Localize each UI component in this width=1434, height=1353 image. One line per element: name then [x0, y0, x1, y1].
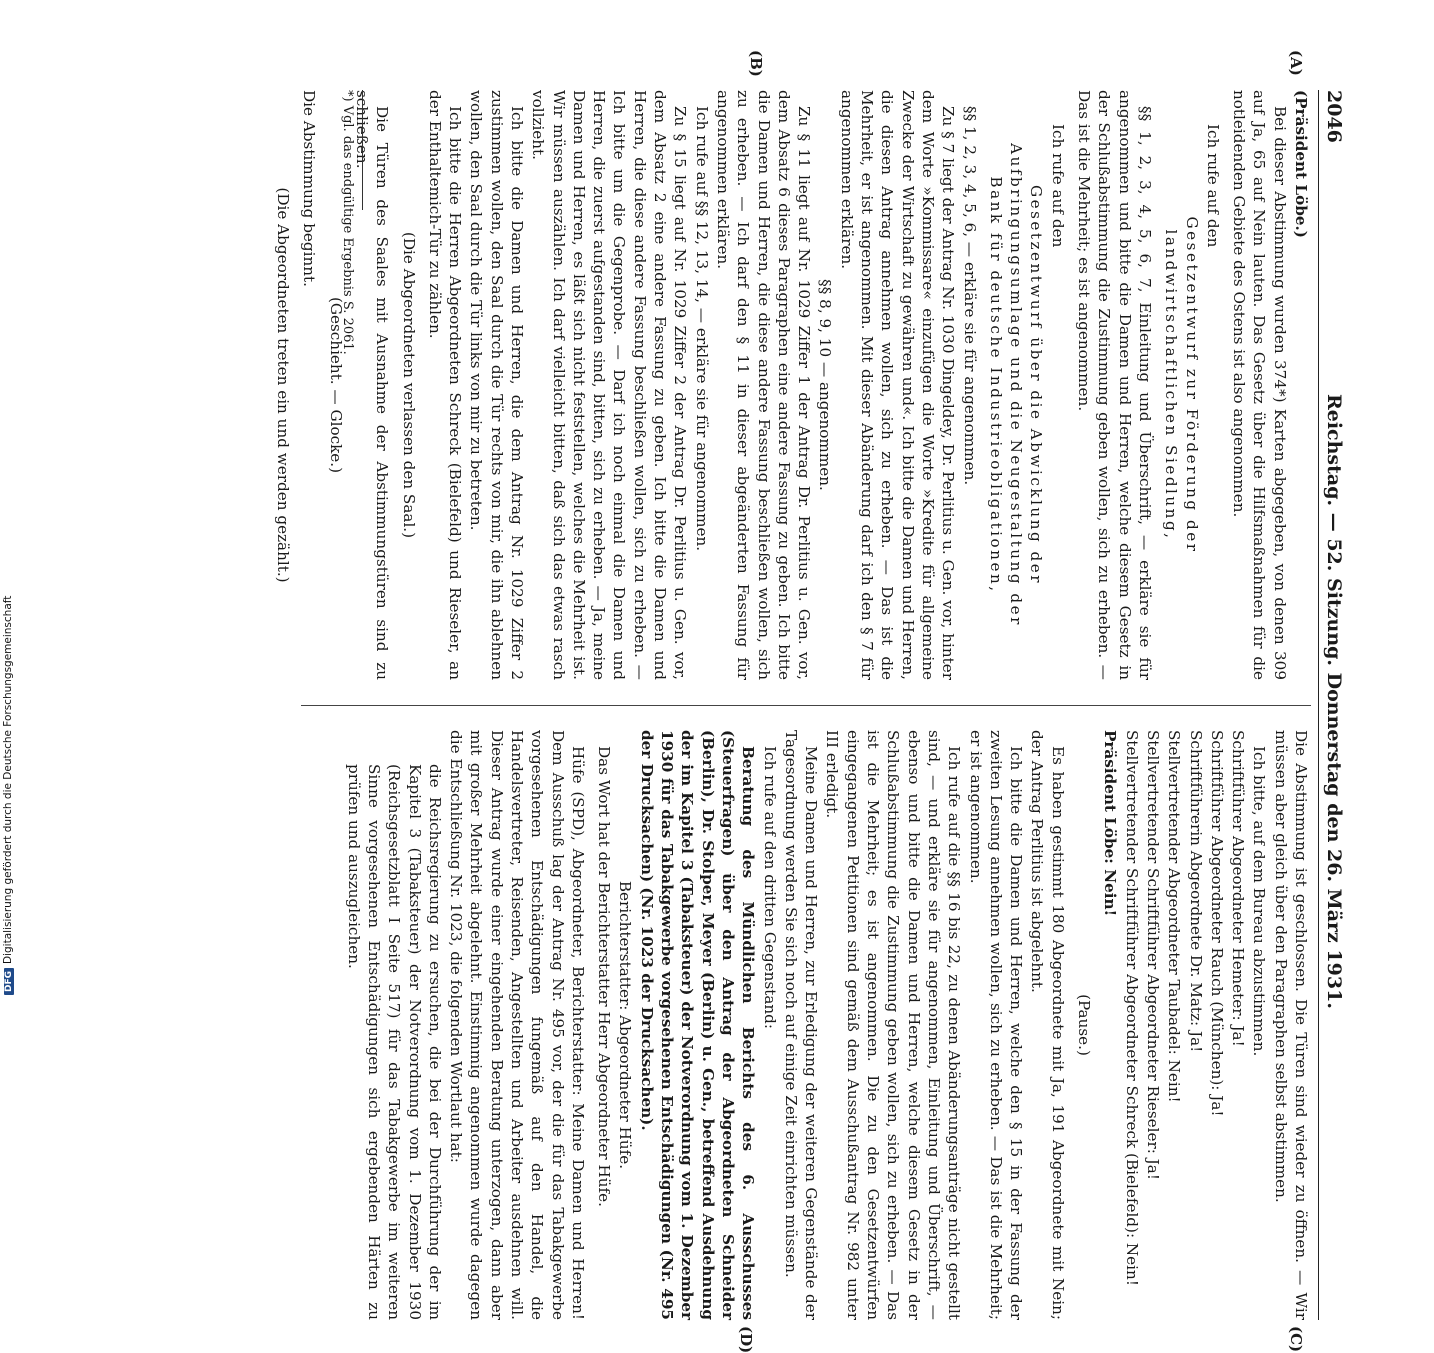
- digitization-notice: [0, 0, 20, 1000]
- paragraph: Ich rufe auf §§ 12, 13, 14, — erkläre sie für angenommen.: [692, 106, 711, 552]
- paragraph: Ich rufe auf den: [1203, 124, 1222, 248]
- left-column: [272, 90, 1311, 680]
- paragraph: Berichterstatter: Abgeordneter Hüfe.: [616, 880, 635, 1170]
- paragraph: Zu § 15 liegt auf Nr. 1029 Ziffer 2 der Antrag Dr. Perlitius u. Gen. vor, dem Absatz 2 eine andere Fassung zu geben. Ich bitte die Damen und Herren, die diese andere Fassung beschließen wollen, sich zu erheben. — Ich bitte um die Gegenprobe. — Darf ich noch einmal die Damen und Herren, die zuerst aufgestanden sind, bitten, sich zu erheben. — Ja, meine Damen und Herren, es läßt sich nicht feststellen, welches die Mehrheit ist. Wir müssen auszählen. Ich darf vielleicht bitten, daß sich das etwas rasch vollzieht.: [529, 90, 690, 680]
- paragraph: §§ 8, 9, 10 — angenommen.: [816, 279, 835, 491]
- vote-entry: Stellvertretender Schriftführer Abgeordneter Schreck (Bielefeld): Nein!: [1122, 730, 1141, 1286]
- paragraph: Zu § 7 liegt der Antrag Nr. 1030 Dingeldey, Dr. Perlitius u. Gen. vor, hinter dem Worte »Kommissare« einzufügen die Worte »Kredite für allgemeine Zwecke der Wirtschaft zu gewähren und«. Ich bitte die Damen und Herren, die diesen Antrag annehmen wollen, sich zu erheben. — Das ist die Mehrheit, er ist angenommen. Mit dieser Abänderung darf ich den § 7 für angenommen erklären.: [837, 90, 958, 680]
- dfg-logo: DFG: [4, 968, 14, 995]
- page-title: Reichstag. — 52. Sitzung. Donnerstag den 26. März 1931.: [1323, 393, 1345, 1009]
- paragraph: Ich bitte die Damen und Herren, die dem Antrag Nr. 1029 Ziffer 2 zustimmen wollen, den Saal durch die Tür rechts von mir, die ihn ablehnen wollen, den Saal durch die Tür links von mir zu betreten.: [467, 90, 527, 680]
- stage-direction: (Die Abgeordneten treten ein und werden gezählt.): [274, 187, 293, 583]
- agenda-item: Beratung des Mündlichen Berichts des 6. Ausschusses (Steuerfragen) über den Antrag der Abgeordneten Schneider (Berlin), Dr. Stolper, Meyer (Berlin) u. Gen., betreffend Ausdehnung der im Kapitel 3 (Tabaksteuer) der Notverordnung vom 1. Dezember 1930 für das Tabakgewerbe vorgesehenen Entschädigungen (Nr. 495 der Drucksachen) (Nr. 1023 der Drucksachen).: [637, 730, 758, 1320]
- bill-title: Gesetzentwurf zur Förderung der landwirtschaftlichen Siedlung,: [1162, 216, 1201, 554]
- header-rule: [1318, 90, 1319, 1320]
- paragraph: Ich rufe auf den dritten Gegenstand:: [760, 746, 779, 1030]
- vote-entry: Schriftführerin Abgeordnete Dr. Matz: Ja!: [1186, 730, 1205, 1053]
- page-header: [1319, 90, 1345, 1320]
- stage-direction: (Die Abgeordneten verlassen den Saal.): [399, 231, 418, 539]
- vote-entry: Präsident Löbe: Nein!: [1101, 730, 1120, 917]
- paragraph: Die Türen des Saales mit Ausnahme der Abstimmungstüren sind zu schließen.: [352, 90, 392, 680]
- right-column: [342, 730, 1311, 1320]
- margin-marker-d: (D): [737, 1326, 755, 1353]
- paragraph: Ich bitte, auf dem Bureau abzustimmen.: [1250, 746, 1269, 1057]
- stage-direction: (Pause.): [1075, 994, 1094, 1056]
- paragraph: Ich rufe auf die §§ 16 bis 22, zu denen Abänderungsanträge nicht gestellt sind, — und erkläre sie für angenommen, Einleitung und Überschrift, — ebenso und bitte die Damen und Herren, welche diesem Gesetz in der Schlußabstimmung die Zustimmung geben wollen, sich zu erheben. — Das ist die Mehrheit; es ist angenommen. Die zu den Gesetzentwürfen eingegangenen Petitionen sind gemäß dem Ausschußantrag Nr. 982 unter III erledigt.: [823, 730, 964, 1320]
- footnote: *) Vgl. das endgültige Ergebnis S. 2061.: [340, 90, 355, 355]
- vote-entry: Stellvertretender Schriftführer Abgeordneter Rieseler: Ja!: [1143, 730, 1162, 1180]
- paragraph: Hüfe (SPD), Abgeordneter, Berichterstatter: Meine Damen und Herren! Dem Ausschuß lag der Antrag Nr. 495 vor, der die für das Tabakgewerbe vorgesehenen Entschädigungen fungemäß auf den Handel, die Handelsvertreter, Reisenden, Angestellten und Arbeiter ausdehnen will. Dieser Antrag wurde einer eingehenden Beratung unterzogen, dann aber mit großer Mehrheit abgelehnt. Einstimmig angenommen wurde dagegen die Entschließung Nr. 1023, die folgenden Wortlaut hat:: [447, 730, 587, 1320]
- paragraph: Bei dieser Abstimmung wurden 374*) Karten abgegeben, von denen 309 auf Ja, 65 auf Nein lauten. Das Gesetz über die Hilfsmaßnahmen für die notleidenden Gebiete des Ostens ist also angenommen.: [1230, 90, 1289, 680]
- paragraph: Ich rufe auf den: [1048, 124, 1067, 248]
- paragraph: §§ 1, 2, 3, 4, 5, 6, — erkläre sie für angenommen.: [960, 106, 979, 486]
- stage-direction: (Geschieht. — Glocke.): [326, 296, 345, 474]
- paragraph: Das Wort hat der Berichterstatter Herr Abgeordneter Hüfe.: [595, 746, 614, 1207]
- vote-entry: Schriftführer Abgeordneter Rauch (München): Ja!: [1207, 730, 1226, 1117]
- bill-title: Gesetzentwurf über die Abwicklung der Aufbringungsumlage und die Neugestaltung der Bank für deutsche Industrieobligationen,: [986, 143, 1046, 627]
- column-divider: [301, 705, 1311, 706]
- paragraph: Ich bitte die Herren Abgeordneten Schreck (Bielefeld) und Rieseler, an der Enthaltemich-Tür zu zählen.: [425, 90, 465, 680]
- quoted-resolution: die Reichsregierung zu ersuchen, die bei der Durchführung der im Kapitel 3 (Tabaksteuer) der Notverordnung vom 1. Dezember 1930 (Reichsgesetzblatt I Seite 517) für das Tabakgewerbe im weiteren Sinne vorgesehenen Entschädigungen sich ergebenden Härten zu prüfen und auszugleichen.: [344, 764, 444, 1320]
- speaker-label: (Präsident Löbe.): [1292, 90, 1310, 238]
- margin-marker-c: (C): [1287, 1326, 1305, 1353]
- document-page: [115, 50, 1345, 1353]
- paragraph: Meine Damen und Herren, zur Erledigung der weiteren Gegenstände der Tagesordnung werden Sie sich noch auf einige Zeit einrichten müssen.: [781, 730, 821, 1320]
- paragraph: Es haben gestimmt 180 Abgeordnete mit Ja, 191 Abgeordnete mit Nein; der Antrag Perlitius ist abgelehnt.: [1028, 730, 1067, 1320]
- footnote-rule: [362, 90, 363, 210]
- funding-notice-text: Digitalisierung gefördert durch die Deutsche Forschungsgemeinschaft: [2, 595, 14, 964]
- paragraph: Die Abstimmung beginnt.: [300, 90, 319, 287]
- page-number: 2046: [1323, 90, 1345, 143]
- paragraph: Die Abstimmung ist geschlossen. Die Türen sind wieder zu öffnen. — Wir müssen aber gleich über den Paragraphen selbst abstimmen.: [1271, 730, 1310, 1320]
- paragraph: §§ 1, 2, 3, 4, 5, 6, 7, Einleitung und Überschrift, — erkläre sie für angenommen und bitte die Damen und Herren, welche diesem Gesetz in der Schlußabstimmung die Zustimmung geben wollen, sich zu erheben. — Das ist die Mehrheit; es ist angenommen.: [1075, 90, 1154, 680]
- paragraph: Zu § 11 liegt auf Nr. 1029 Ziffer 1 der Antrag Dr. Perlitius u. Gen. vor, dem Absatz 6 dieses Paragraphen eine andere Fassung zu geben. Ich bitte die Damen und Herren, die diese andere Fassung beschließen wollen, sich zu erheben. — Ich darf den § 11 in dieser abgeänderten Fassung für angenommen erklären.: [713, 90, 814, 680]
- paragraph: Ich bitte die Damen und Herren, welche den § 15 in der Fassung der zweiten Lesung annehmen wollen, sich zu erheben. — Das ist die Mehrheit; er ist angenommen.: [966, 730, 1026, 1320]
- margin-marker-b: (B): [747, 50, 765, 77]
- margin-marker-a: (A): [1287, 50, 1305, 76]
- vote-entry: Schriftführer Abgeordneter Hemeter: Ja!: [1229, 730, 1248, 1047]
- vote-entry: Stellvertretender Abgeordneter Taubadel: Nein!: [1165, 730, 1184, 1103]
